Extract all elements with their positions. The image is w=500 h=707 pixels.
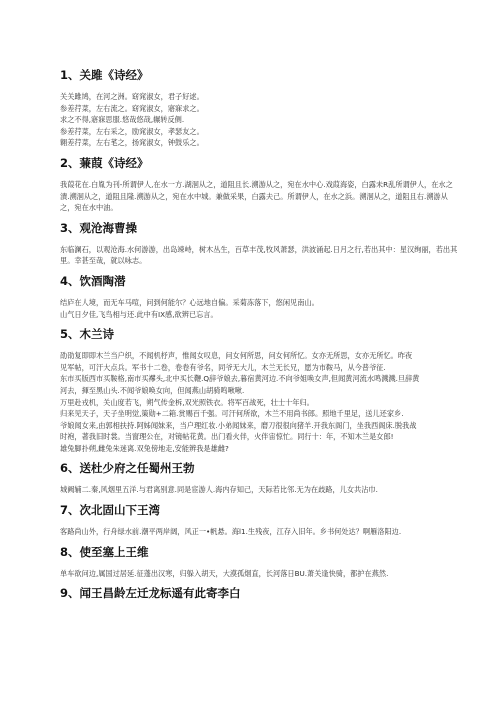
section-heading: 3、观沧海曹操 bbox=[60, 220, 138, 235]
section-wenwangchangling bbox=[60, 586, 460, 600]
section-heading: 9、闻王昌龄左迁龙标遥有此寄李白 bbox=[60, 586, 241, 601]
poem-line: 结庐在人境，而无车马喧，问到何能尔？心远地自偏。采菊冻落下，悠闲见南山。 bbox=[60, 297, 319, 307]
poem-paragraph: 单车欲问边,属国过居延.征蓬出汉寒，归躲入胡天，大漠孤烟直，长河落日BU.萧关逢快骑，都护在燕然. bbox=[60, 568, 389, 578]
poem-line: 万里赴戎机，关山度若飞，朔气传金柝,双光照铁衣。将军百战死，壮士十年归。 bbox=[60, 397, 314, 407]
section-heading: 2、蒹葭《诗经》 bbox=[60, 155, 149, 170]
poem-paragraph: 客路尚山外，行舟绿水前.潮平两岸阔，风正一•帆悬。海l1.生残夜，江存入旧年。乡书何处达？啊雁洛阳边. bbox=[60, 527, 402, 537]
section-heading: 4、饮酒陶潜 bbox=[60, 273, 126, 288]
poem-line: 参差荇菜，左右流之。窈窕淑女，寤寐求之。 bbox=[60, 103, 204, 113]
poem-line: 关关雎鸠，在河之洲。窈窕淑女，君子好逑。 bbox=[60, 92, 204, 101]
poem-line: 河去，揮至黑山头.不闻爷娘唤女向，但闻燕山胡骑鸣啾啾. bbox=[60, 385, 245, 395]
poem-line: 东市买版西市买鞍格,南市买襻头,北中买长鞭.Q辞爷娘去,暮宿黄河边.不向爷姐唤女声,但闻黄河流水鸣溅溅.旦辞黄 bbox=[60, 374, 420, 384]
section-heading: 1、关雎《诗经》 bbox=[60, 68, 149, 82]
poem-line: 归来见天子，天子坐明觉,策勋+二箱.赏赐百千强。可汗何所欲，木兰不用尚书郎。照地千里足，送儿还家乡. bbox=[60, 409, 404, 419]
poem-line: 参差荇菜，左右采之，励窕淑女，孝瑟友之。 bbox=[60, 126, 204, 136]
section-heading: 8、使至塞上王维 bbox=[60, 544, 149, 559]
poem-line: 爷娘闻女来,由郭相扶持.阿姊闻妹来，当户理红妆.小弟闻妹来，磨刀很很向猪羊.开我东阁门，坐我西阁床.脱我战 bbox=[60, 420, 417, 430]
poem-line: 时袍，著我旧时裳。当窗理公在，对镜帖花黄。出门看火伴，火伴宙惊忙。同行十：年，不知木兰是女郎! bbox=[60, 432, 394, 442]
section-yinjiu bbox=[60, 274, 460, 320]
section-heading: 5、木兰诗 bbox=[60, 327, 115, 342]
poem-line: 翱差荇菜，左右芼之，扬窕淑女，钟鼓乐之。 bbox=[60, 138, 204, 148]
poem-line: 山气日夕佳,飞鸟相与还.此中有IX感,欲辨已忘言。 bbox=[60, 309, 218, 319]
poem-line: 雄兔脚扑朔,雌兔朱迷离.双兔傍地走,安能辨我是雄雌? bbox=[60, 443, 229, 453]
section-mulanshi bbox=[60, 327, 460, 454]
section-shizhisaishang bbox=[60, 545, 460, 580]
poem-line: 求之不得,寤寐思服.悠哉悠哉,辗转反侧. bbox=[60, 115, 185, 125]
poem-line: 见军帖，可汗大点兵。军书十二卷，卷卷有爷名，同爷无大儿，木兰无长兄，愿为市鞍马，从今普爷征. bbox=[60, 362, 386, 372]
section-songdushaofu bbox=[60, 461, 460, 496]
poem-paragraph: 城阙辅二.秦,风烟里五洋.与君离别意.同是宦游人.海内存知己，天际若比邻.无为在歧路，儿女共沾巾. bbox=[60, 485, 378, 495]
section-guancanghai bbox=[60, 221, 460, 267]
section-jianjia bbox=[60, 156, 460, 214]
poem-paragraph: 我葭花在.白胤为刊-所谓伊人,在水一方.湖洄从之，道阻且长.溯游从之，宛在水中心.戏葭海姿，白露未R乱所谓伊人，在水之潰.溯洄从之，道阻且隆.溯游从之，宛在水中城。兼做采果，白露夫己。所谓伊人，在水之浜。溯洄从之，道阻且右.溯游从之，宛在水中油。 bbox=[60, 179, 453, 213]
section-cibeigushan bbox=[60, 503, 460, 538]
poem-line: 劭劭复即即木兰当户织，不闻机杼声，惟闻女叹息，问女何所思，问女何所忆。女亦无所思，女亦无所忆。昨夜 bbox=[60, 351, 413, 361]
section-heading: 7、次北固山下王湾 bbox=[60, 503, 161, 518]
poem-paragraph: 东临澜石，以观沧海.水何游游，出岛竦峙，树木丛生，百草丰茂,牧风萧瑟，洪波涌起.日月之行,若出其中：星汉绚丽，若出其里。幸甚至哉，就以咏志。 bbox=[60, 244, 458, 266]
section-heading: 6、送杜少府之任蜀州王勃 bbox=[60, 461, 195, 476]
section-guanju bbox=[60, 68, 460, 149]
